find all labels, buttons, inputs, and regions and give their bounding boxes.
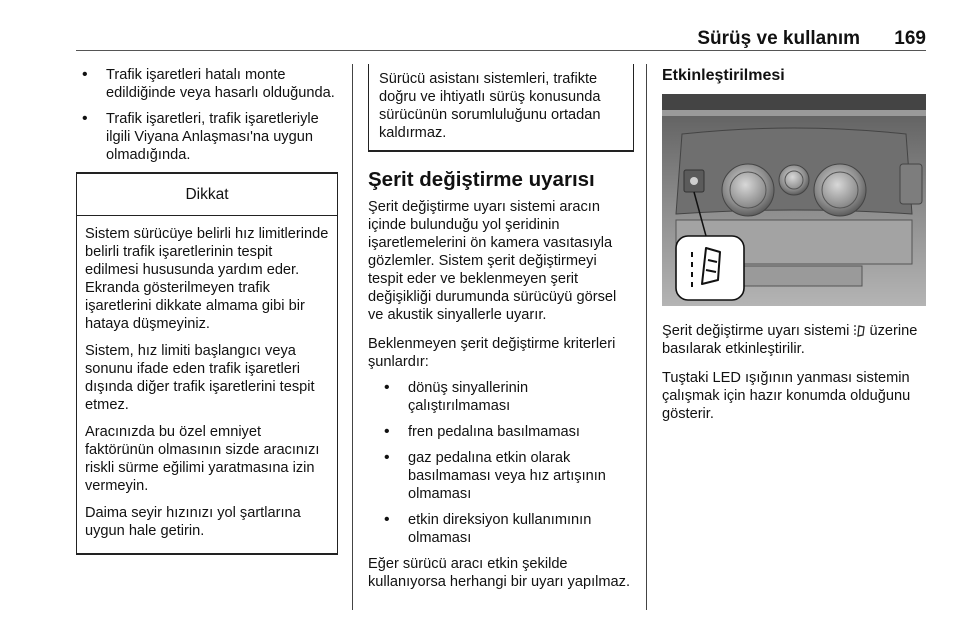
caution-box [76,172,338,555]
caution-paragraph: Sistem sürücüye belirli hız limitlerinde belirli trafik işaretlerinin tespit edilmesi hususunda yardım eder. Ekranda gösterilmeyen trafik işaretlerini dikkate almama gibi bir hataya düşmeyiniz. [85,226,329,332]
column-2 [368,66,634,602]
warning-text: Sürücü asistanı sistemleri, trafikte doğru ve ihtiyatlı sürüş konusunda sürücünün sorumluluğunu ortadan kaldırmaz. [379,71,601,141]
caution-paragraph: Aracınızda bu özel emniyet faktörünün olmasının sizde aracınızı riskli sürme eğilimi yaratmasına izin vermeyin. [85,424,320,494]
page-number: 169 [894,28,926,49]
running-header-title: Sürüş ve kullanım [697,28,860,49]
column-3 [662,66,930,434]
caution-body [77,216,337,553]
center-console-figure [662,94,926,306]
led-paragraph: Tuştaki LED ışığının yanması sistemin çalışmak için hazır konumda olduğunu gösterir. [662,370,911,422]
list-item: • Trafik işaretleri, trafik işaretleriyle ilgili Viyana Anlaşması'na uygun olmadığında. [76,110,338,164]
closing-paragraph: Eğer sürücü aracı etkin şekilde kullanıyorsa herhangi bir uyarı yapılmaz. [368,556,631,590]
section-title: Şerit değiştirme uyarısı [368,168,595,191]
criteria-list [368,379,634,547]
column-divider [646,64,647,610]
intro-paragraph: Şerit değiştirme uyarı sistemi aracın içinde bulunduğu yol şeridinin işaretlemelerini ön kamera vasıtasıyla gözlemler. Sistem şerit değiştirmeyi tespit eder ve beklenmeyen şerit değişikliği durumunda sürücüyü görsel ve akustik sinyallerle uyarır. [368,199,617,323]
caution-paragraph: Sistem, hız limiti başlangıcı veya sonunu ifade eden trafik işaretleri dışında diğer trafik işaretlerini tespit etmez. [85,343,315,413]
header-rule [76,50,926,51]
caution-paragraph: Daima seyir hızınızı yol şartlarına uygun hale getirin. [85,505,301,539]
activation-paragraph [662,322,930,358]
list-item: • Trafik işaretleri hatalı monte edildiğinde veya hasarlı olduğunda. [76,66,338,102]
warning-box [368,64,634,152]
subsection-title: Etkinleştirilmesi [662,67,785,84]
criteria-intro: Beklenmeyen şerit değiştirme kriterleri şunlardır: [368,336,616,370]
activation-text-end: üzerine basılarak etkinleştirilir. [662,323,918,357]
list-item: • fren pedalına basılmaması [368,423,634,441]
list-item: • gaz pedalına etkin olarak basılmaması veya hız artışının olmaması [368,449,634,503]
lane-departure-warning-icon [853,324,865,337]
caution-title: Dikkat [77,174,337,216]
center-console-illustration [662,94,926,306]
activation-text-start: Şerit değiştirme uyarı sistemi [662,323,850,339]
column-1 [76,66,338,555]
condition-list [76,66,338,164]
column-divider [352,64,353,610]
list-item: • dönüş sinyallerinin çalıştırılmaması [368,379,634,415]
list-item: • etkin direksiyon kullanımının olmaması [368,511,634,547]
